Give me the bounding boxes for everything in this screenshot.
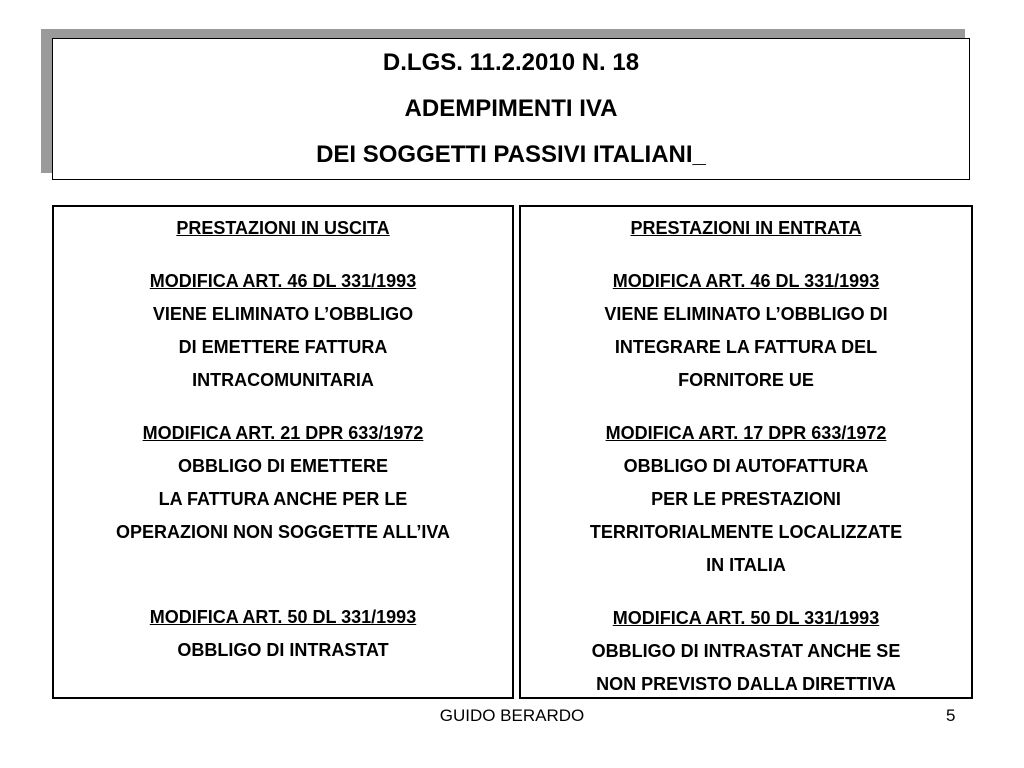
section-art50 [54, 601, 512, 667]
title-box [52, 38, 970, 180]
section-text: INTEGRARE LA FATTURA DEL [614, 337, 878, 357]
section-text: OBBLIGO DI INTRASTAT [177, 640, 389, 660]
section-text: VIENE ELIMINATO L’OBBLIGO [152, 304, 414, 324]
section-art46 [54, 265, 512, 397]
panel-heading: PRESTAZIONI IN ENTRATA [630, 218, 862, 238]
section-heading: MODIFICA ART. 21 DPR 633/1972 [142, 423, 424, 443]
section-text: IN ITALIA [706, 555, 786, 575]
section-text: INTRACOMUNITARIA [192, 370, 374, 390]
section-text: FORNITORE UE [678, 370, 814, 390]
panel-prestazioni-entrata [519, 205, 973, 699]
section-art21 [54, 417, 512, 549]
section-text: PER LE PRESTAZIONI [651, 489, 841, 509]
section-art17 [521, 417, 971, 582]
title-line-1: D.LGS. 11.2.2010 N. 18 [382, 49, 640, 76]
section-heading: MODIFICA ART. 50 DL 331/1993 [149, 607, 417, 627]
page-number: 5 [946, 706, 956, 725]
panel-heading: PRESTAZIONI IN USCITA [176, 218, 390, 238]
section-art46 [521, 265, 971, 397]
section-text: OBBLIGO DI EMETTERE [177, 456, 388, 476]
section-text: NON PREVISTO DALLA DIRETTIVA [596, 674, 896, 694]
section-text: OBBLIGO DI INTRASTAT ANCHE SE [591, 641, 901, 661]
section-heading: MODIFICA ART. 46 DL 331/1993 [149, 271, 417, 291]
section-heading: MODIFICA ART. 46 DL 331/1993 [612, 271, 880, 291]
section-heading: MODIFICA ART. 17 DPR 633/1972 [605, 423, 887, 443]
footer-author: GUIDO BERARDO [439, 706, 585, 725]
panel-prestazioni-uscita [52, 205, 514, 699]
title-line-3: DEI SOGGETTI PASSIVI ITALIANI_ [316, 141, 706, 168]
section-text: OPERAZIONI NON SOGGETTE ALL’IVA [115, 522, 451, 542]
section-text: TERRITORIALMENTE LOCALIZZATE [589, 522, 903, 542]
section-text: VIENE ELIMINATO L’OBBLIGO DI [604, 304, 888, 324]
section-text: DI EMETTERE FATTURA [178, 337, 388, 357]
section-art50 [521, 602, 971, 701]
section-text: OBBLIGO DI AUTOFATTURA [623, 456, 869, 476]
section-text: LA FATTURA ANCHE PER LE [158, 489, 408, 509]
title-line-2: ADEMPIMENTI IVA [404, 95, 618, 122]
section-heading: MODIFICA ART. 50 DL 331/1993 [612, 608, 880, 628]
